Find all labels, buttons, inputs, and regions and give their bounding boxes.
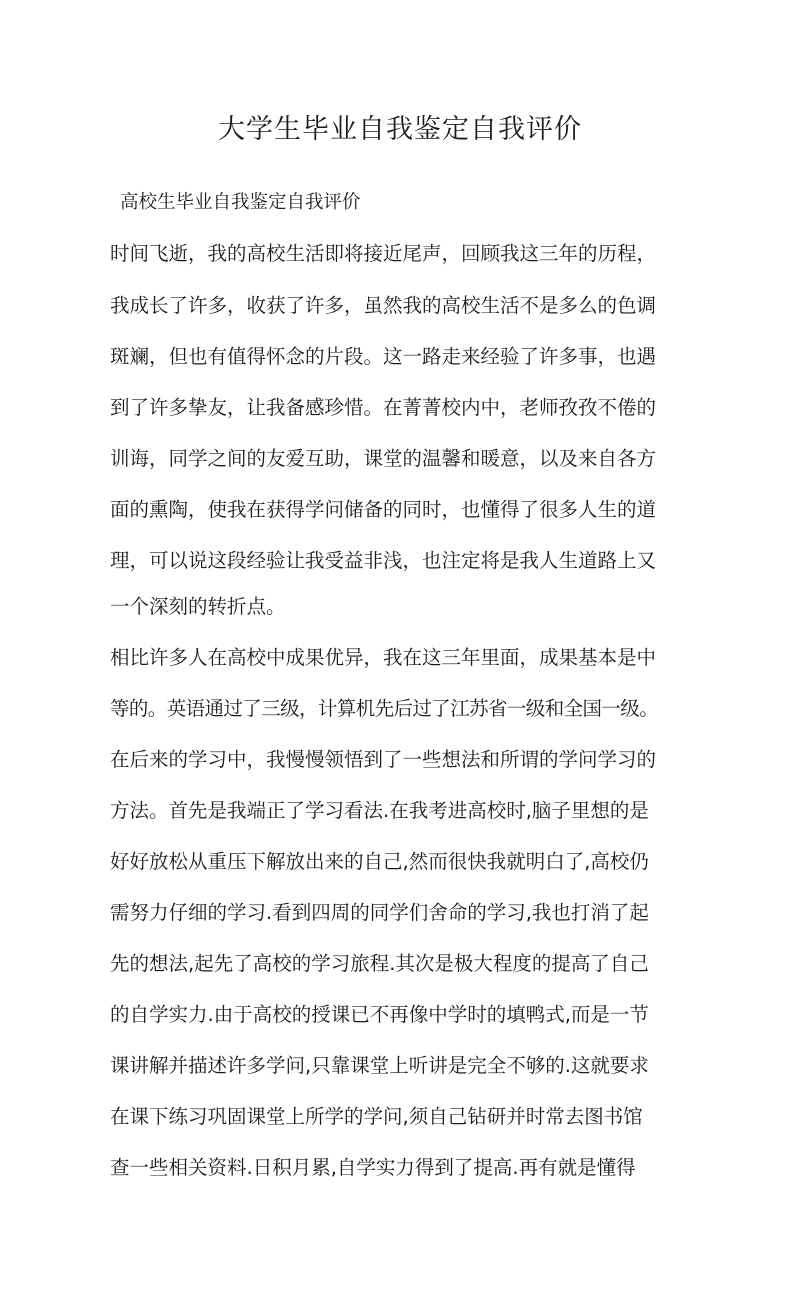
- body-line: 在课下练习巩固课堂上所学的学问,须自己钻研并时常去图书馆: [110, 1105, 643, 1128]
- body-line: 到了许多挚友，让我备感珍惜。在菁菁校内中，老师孜孜不倦的: [110, 396, 657, 419]
- body-line: 相比许多人在高校中成果优异，我在这三年里面，成果基本是中: [110, 646, 657, 669]
- body-line: 面的熏陶，使我在获得学问储备的同时，也懂得了很多人生的道: [110, 498, 657, 521]
- body-line: 方法。首先是我端正了学习看法.在我考进高校时,脑子里想的是: [110, 799, 649, 822]
- body-line: 训诲，同学之间的友爱互助，课堂的温馨和暖意，以及来自各方: [110, 447, 657, 470]
- body-line: 先的想法,起先了高校的学习旅程.其次是极大程度的提高了自己: [110, 952, 649, 975]
- body-line: 的自学实力.由于高校的授课已不再像中学时的填鸭式,而是一节: [110, 1003, 649, 1026]
- body-line: 查一些相关资料.日积月累,自学实力得到了提高.再有就是懂得: [110, 1156, 636, 1179]
- document-subtitle: 高校生毕业自我鉴定自我评价: [120, 192, 361, 213]
- body-line: 理，可以说这段经验让我受益非浅，也注定将是我人生道路上又: [110, 549, 657, 572]
- body-line: 在后来的学习中，我慢慢领悟到了一些想法和所谓的学问学习的: [110, 748, 657, 771]
- body-line: 课讲解并描述许多学问,只靠课堂上听讲是完全不够的.这就要求: [110, 1054, 649, 1077]
- document-title: 大学生毕业自我鉴定自我评价: [218, 114, 582, 145]
- body-line: 需努力仔细的学习.看到四周的同学们舍命的学习,我也打消了起: [110, 901, 649, 924]
- body-line: 好好放松从重压下解放出来的自己,然而很快我就明白了,高校仍: [110, 850, 649, 873]
- body-line: 我成长了许多，收获了许多，虽然我的高校生活不是多么的色调: [110, 294, 657, 317]
- body-line: 斑斓，但也有值得怀念的片段。这一路走来经验了许多事，也遇: [110, 345, 657, 368]
- body-line: 一个深刻的转折点。: [110, 595, 286, 618]
- body-line: 时间飞逝，我的高校生活即将接近尾声，回顾我这三年的历程，: [110, 242, 657, 265]
- body-line: 等的。英语通过了三级，计算机先后过了江苏省一级和全国一级。: [110, 697, 659, 720]
